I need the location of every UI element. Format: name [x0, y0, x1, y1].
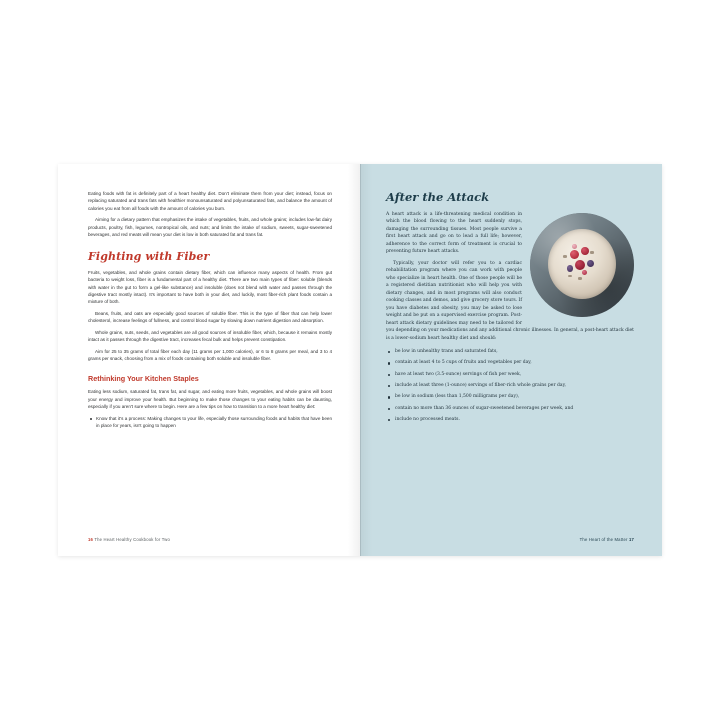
book-page-right — [360, 164, 662, 556]
list-item: have at least two (3.5-ounce) servings of fish per week, — [386, 371, 634, 378]
running-head-right: The Heart of the Matter — [579, 537, 628, 542]
left-paragraph-2: Aiming for a dietary pattern that emphasizes the intake of vegetables, fruits, and whole grains; includes low-fat dairy products, poultry, fish, legumes, nontropical oils, and nuts; and limits the intake of sodium, sweets, sugar-sweetened beverages, and red meats will mean your diet is low in both saturated fat and trans fat. — [88, 217, 332, 238]
fiber-paragraph-3: Whole grains, nuts, seeds, and vegetables are all good sources of insoluble fiber, which, because it remains mostly intact as it passes through the digestive tract, increases fecal bulk and helps prevent constipation. — [88, 329, 332, 343]
book-gutter-line — [360, 164, 361, 556]
berry-shape — [570, 250, 579, 259]
book-page-left — [58, 164, 360, 556]
list-item: include no processed meats. — [386, 416, 634, 423]
list-item: contain at least 4 to 5 cups of fruits and vegetables per day, — [386, 359, 634, 366]
crumb-shape — [563, 255, 567, 258]
section-heading-fighting-with-fiber: Fighting with Fiber — [88, 249, 210, 263]
berry-shape — [587, 260, 594, 267]
post-attack-diet-list — [386, 348, 634, 424]
photo-bowl-interior — [548, 229, 617, 300]
berry-shape — [572, 244, 577, 249]
list-item: be low in sodium (less than 1,500 milligrams per day), — [386, 393, 634, 400]
list-item: include at least three (1-ounce) servings of fiber-rich whole grains per day, — [386, 382, 634, 389]
list-item: be low in unhealthy trans and saturated fats, — [386, 348, 634, 355]
crumb-shape — [568, 275, 571, 277]
page-number-left: 16 — [88, 537, 94, 542]
fiber-paragraph-4: Aim for 25 to 35 grams of total fiber each day (11 grams per 1,000 calories), or 6 to 8 grams per meal, and 3 to 4 grams per snack, choosing from a mix of foods containing both soluble and insoluble fiber. — [88, 348, 332, 361]
right-paragraph-1: A heart attack is a life-threatening medical condition in which the blood flowing to the heart suddenly stops, damaging the surrounding tissues. Most people survive a first heart attack and go on to lead a full life; however, adherence to the correct form of treatment is crucial to preventing future heart attacks. — [386, 212, 522, 255]
section-heading-rethinking-kitchen-staples: Rethinking Your Kitchen Staples — [88, 374, 199, 384]
list-item: contain no more than 36 ounces of sugar-sweetened beverages per week, and — [386, 405, 634, 412]
berry-shape — [567, 265, 573, 271]
list-item: Know that it's a process: Making changes to your life, especially those surrounding foods and habits that have been in place for years, isn't going to happen — [88, 415, 332, 430]
left-paragraph-1: Eating foods with fat is definitely part of a heart healthy diet. Don't eliminate them from your diet; instead, focus on replacing saturated and trans fats with healthier monounsaturated and polyunsaturated fats, and balance the amount of calories you eat from all foods with the amount of calories you burn. — [88, 191, 332, 211]
fiber-paragraph-1: Fruits, vegetables, and whole grains contain dietary fiber, which can influence many aspects of health. From gut bacteria to weight loss, fiber is a fundamental part of a healthy diet. There are two main types of fiber: soluble (blends with water in the gut to form a gel-like substance) and insoluble (does not blend with water and passes through the digestive tract mostly intact). It's important to have both in your diet, and luckily, most fiber-rich plant foods contain a mixture of both. — [88, 269, 332, 305]
berry-oatmeal-bowl-photo — [530, 213, 634, 317]
berry-shape — [581, 247, 589, 255]
folio-right — [580, 537, 634, 542]
page-number-right: 17 — [628, 537, 634, 542]
berry-shape — [582, 270, 587, 276]
right-paragraph-2: Typically, your doctor will refer you to a cardiac rehabilitation program where you can work with people who specialize in heart health. One of those people will be a registered dietitian nutritionist who will help you with dietary changes, and in most programs will also conduct cooking classes and demos, and give grocery store tours. If you have diabetes and obesity, you may be asked to lose weight and be put on a supervised exercise program. Post-heart attack dietary guidelines may need to be tailored for you depending on your medications and any additional chronic illnesses. In general, a post-heart attack diet is a lower-sodium heart healthy diet and should: — [386, 260, 634, 341]
page-title: After the Attack — [386, 190, 490, 204]
berry-shape — [575, 260, 585, 270]
crumb-shape — [578, 277, 582, 280]
folio-left — [88, 537, 170, 542]
fiber-paragraph-2: Beans, fruits, and oats are especially good sources of soluble fiber. This is the type of fiber that can help lower cholesterol, increase feelings of fullness, and control blood sugar by slowing down nutrient digestion and absorption. — [88, 310, 332, 324]
running-head-left: The Heart Healthy Cookbook for Two — [94, 537, 170, 542]
open-book-spread — [58, 164, 662, 556]
staples-bullet-list — [88, 415, 332, 430]
staples-paragraph-1: Eating less sodium, saturated fat, trans fat, and sugar, and eating more fruits, vegetables, and whole grains will boost your energy and improve your health. But beginning to make those changes to your eating habits can be daunting, especially if you aren't sure where to begin. Here are a few tips on how to transition to a more heart healthy diet: — [88, 389, 332, 410]
crumb-shape — [590, 251, 593, 254]
